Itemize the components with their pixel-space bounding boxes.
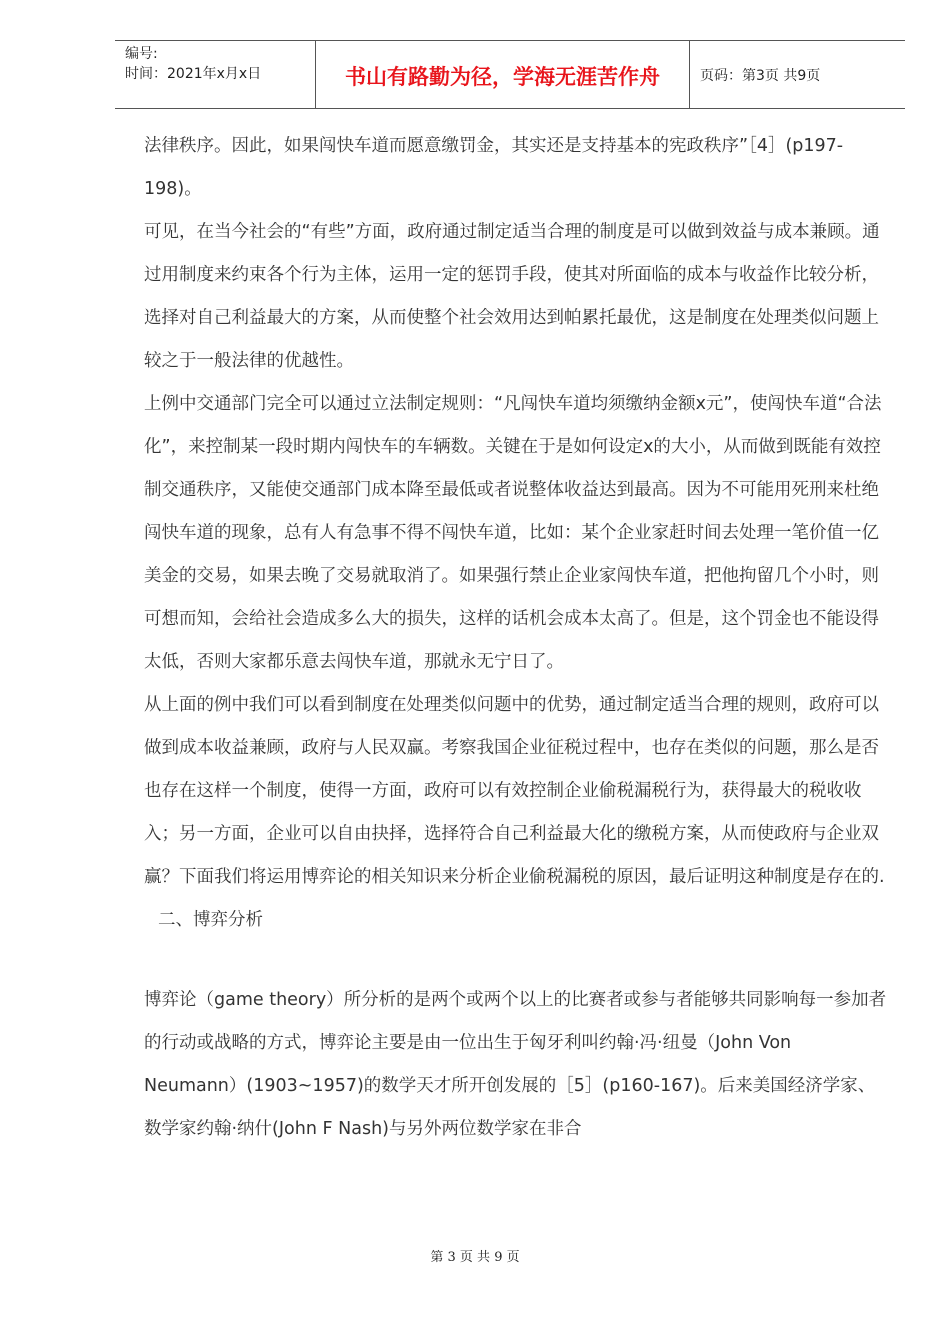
section-heading: 二、博弈分析 [158, 910, 263, 930]
body-paragraph-2: 可见，在当今社会的“有些”方面，政府通过制定适当合理的制度是可以做到效益与成本兼顾。通过用制度来约束各个行为主体，运用一定的惩罚手段，使其对所面临的成本与收益作比较分析，选择对自己利益最大的方案，从而使整个社会效用达到帕累托最优，这是制度在处理类似问题上较之于一般法律的优越性。 [144, 222, 880, 371]
document-body [144, 125, 889, 1151]
header-meta-cell [115, 41, 316, 108]
header-page-cell [690, 41, 905, 108]
page-header [115, 40, 905, 109]
page-footer: 第 3 页 共 9 页 [430, 1250, 520, 1265]
header-motto-cell [316, 41, 690, 108]
serial-label: 编号: [125, 46, 158, 62]
blank-line [144, 942, 889, 979]
body-paragraph-4: 从上面的例中我们可以看到制度在处理类似问题中的优势，通过制定适当合理的规则，政府可以做到成本收益兼顾，政府与人民双赢。考察我国企业征税过程中，也存在类似的问题，那么是否也存在这样一个制度，使得一方面，政府可以有效控制企业偷税漏税行为，获得最大的税收收入；另一方面，企业可以自由抉择，选择符合自己利益最大化的缴税方案，从而使政府与企业双赢？下面我们将运用博弈论的相关知识来分析企业偷税漏税的原因，最后证明这种制度是存在的. [144, 695, 885, 887]
time-label: 时间：2021年x月x日 [125, 66, 262, 82]
body-paragraph-1: 法律秩序。因此，如果闯快车道而愿意缴罚金，其实还是支持基本的宪政秩序”［4］(p197-198)。 [144, 136, 844, 199]
body-paragraph-5: 博弈论（game theory）所分析的是两个或两个以上的比赛者或参与者能够共同影响每一参加者的行动或战略的方式，博弈论主要是由一位出生于匈牙利叫约翰·冯·纽曼（John Von Neumann）(1903~1957)的数学天才所开创发展的［5］(p160-167)。后来美国经济学家、数学家约翰·纳什(John F Nash)与另外两位数学家在非合 [144, 990, 887, 1139]
body-paragraph-3: 上例中交通部门完全可以通过立法制定规则：“凡闯快车道均须缴纳金额x元”，使闯快车道“合法化”，来控制某一段时期内闯快车的车辆数。关键在于是如何设定x的大小，从而做到既能有效控制交通秩序，又能使交通部门成本降至最低或者说整体收益达到最高。因为不可能用死刑来杜绝闯快车道的现象，总有人有急事不得不闯快车道，比如：某个企业家赶时间去处理一笔价值一亿美金的交易，如果去晚了交易就取消了。如果强行禁止企业家闯快车道，把他拘留几个小时，则可想而知，会给社会造成多么大的损失，这样的话机会成本太高了。但是，这个罚金也不能设得太低，否则大家都乐意去闯快车道，那就永无宁日了。 [144, 394, 882, 672]
header-motto: 书山有路勤为径，学海无涯苦作舟 [345, 64, 660, 89]
header-page-info: 页码：第3页 共9页 [700, 68, 821, 84]
